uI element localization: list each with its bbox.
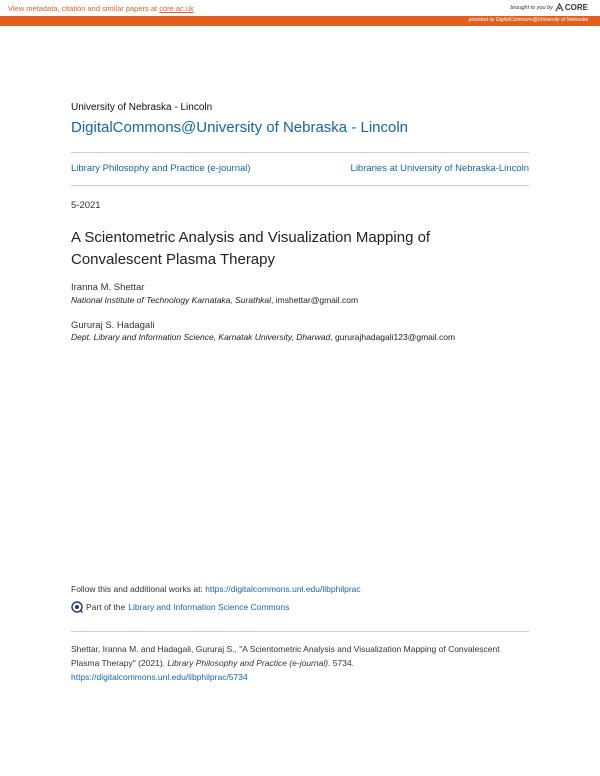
core-domain-link[interactable]: core.ac.uk	[159, 4, 194, 13]
author-affiliation: National Institute of Technology Karnataka, Surathkal, imshettar@gmail.com	[71, 295, 359, 305]
divider-citation	[71, 631, 529, 632]
recommended-citation: Shettar, Iranna M. and Hadagali, Gururaj S., "A Scientometric Analysis and Visualization Mapping of Convalescent Plasma Therapy" (2021). Library Philosophy and Practice (e-journal). 5734. https://digitalcommons.unl.edu/libphilprac/5734	[71, 644, 500, 682]
core-metadata-link[interactable]: View metadata, citation and similar papers at core.ac.uk	[8, 4, 194, 13]
divider-links	[71, 185, 529, 186]
network-icon	[71, 601, 83, 613]
author-affiliation: Dept. Library and Information Science, Karnatak University, Dharwad, gururajhadagali123@gmail.com	[71, 332, 456, 342]
lis-commons-link[interactable]: Library and Information Science Commons	[128, 602, 290, 612]
core-logo-icon	[555, 3, 564, 12]
libraries-link[interactable]: Libraries at University of Nebraska-Lincoln	[350, 163, 529, 174]
provided-by-text: provided by DigitalCommons@University of Nebraska	[468, 17, 588, 23]
follow-url-link[interactable]: https://digitalcommons.unl.edu/libphilprac	[205, 584, 361, 594]
citation-url-link[interactable]: https://digitalcommons.unl.edu/libphilprac/5734	[71, 672, 248, 682]
part-of-line: Part of the Library and Information Science Commons	[71, 601, 529, 613]
journal-link[interactable]: Library Philosophy and Practice (e-journal)	[71, 163, 251, 174]
repository-link[interactable]: DigitalCommons@University of Nebraska - Lincoln	[71, 119, 409, 136]
brought-to-you-by: brought to you by CORE	[510, 3, 588, 12]
divider-top	[71, 152, 529, 153]
publication-date: 5-2021	[71, 200, 101, 211]
follow-line: Follow this and additional works at: https://digitalcommons.unl.edu/libphilprac	[71, 584, 361, 594]
institution-name: University of Nebraska - Lincoln	[71, 102, 213, 113]
core-header-bar	[0, 0, 600, 28]
core-logo[interactable]: CORE	[555, 3, 588, 12]
author-name: Gururaj S. Hadagali	[71, 320, 155, 331]
author-name: Iranna M. Shettar	[71, 282, 145, 293]
collection-links	[71, 163, 529, 174]
paper-title: A Scientometric Analysis and Visualization Mapping of Convalescent Plasma Therapy	[71, 229, 431, 268]
